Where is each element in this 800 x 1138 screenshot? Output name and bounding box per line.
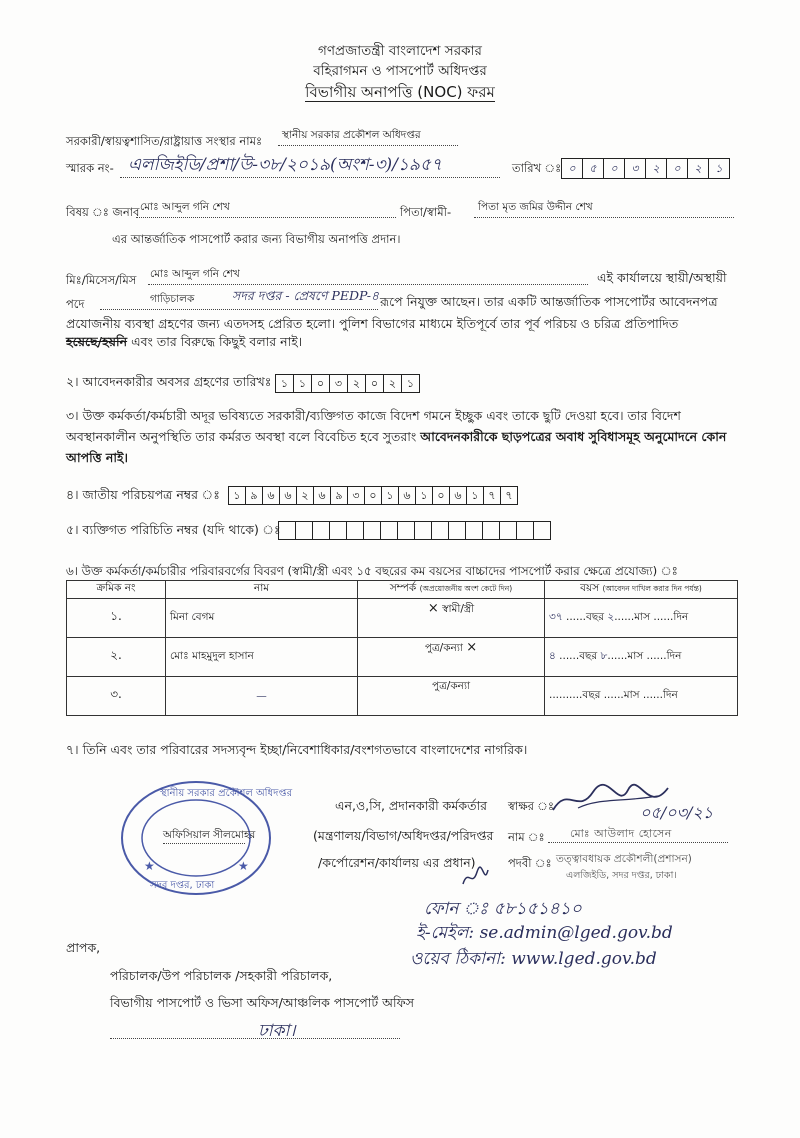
nid-digit: ৭ <box>500 486 518 505</box>
nid-digit: ১ <box>415 486 433 505</box>
org-dotline <box>278 145 458 146</box>
pin-box <box>448 521 466 540</box>
contact-email: ই-মেইল: se.admin@lged.gov.bd <box>416 923 673 943</box>
seal-label: অফিসিয়াল সীলমোহর <box>163 829 256 841</box>
father-value: পিতা মৃত জমির উদ্দীন শেখ <box>478 201 593 213</box>
month-label: মাস <box>623 688 640 701</box>
svg-text:★: ★ <box>238 859 249 873</box>
row-serial: ৩. <box>67 677 166 716</box>
pin-label: ৫। ব্যক্তিগত পরিচিতি নম্বর (যদি থাকে) ঃ <box>66 522 281 537</box>
pin-box <box>278 521 296 540</box>
row-relation <box>358 599 545 638</box>
nid-digit: ৯ <box>330 486 348 505</box>
col-relation <box>358 581 545 599</box>
nid-digit: ৬ <box>313 486 331 505</box>
col-age-note: (আবেদন দাখিল করার দিন পর্যন্ত) <box>602 584 702 593</box>
subject-name: মোঃ আব্দুল গনি শেখ <box>140 201 230 213</box>
nid-digit: ১ <box>381 486 399 505</box>
post-dotline <box>100 309 378 310</box>
nid-digit: ৯ <box>245 486 263 505</box>
contact-phone: ফোন ঃ ৫৮১৫১৪১০ <box>424 899 582 919</box>
nid-digit: ৩ <box>347 486 365 505</box>
authority-line1: এন,ও,সি, প্রদানকারী কর্মকর্তার <box>335 798 487 813</box>
family-label: ৬। উক্ত কর্মকর্তা/কর্মচারীর পরিবারবর্গের বিবরণ (স্বামী/স্ত্রী এবং ১৫ বছরের কম বয়সের বাচ্চাদের পাসপোর্ট করার ক্ষেত্রে প্রযোজ্য) ঃ <box>66 564 678 578</box>
month-label: মাস <box>627 649 644 662</box>
table-row <box>67 599 738 638</box>
age-year: ৪ <box>549 649 556 662</box>
pin-box <box>465 521 483 540</box>
row-serial: ১. <box>67 599 166 638</box>
date-digit: ০ <box>666 158 688 179</box>
sign-label: স্বাক্ষর ঃ <box>508 799 555 813</box>
person-dotline <box>148 284 588 285</box>
body-line4-text: এবং তার বিরুদ্ধে কিছুই বলার নাই। <box>127 334 303 349</box>
date-boxes <box>561 158 729 179</box>
row-age: ৩৭ ......বছর ২......মাস ......দিন <box>545 599 738 638</box>
nid-digit: ০ <box>432 486 450 505</box>
retirement-digit: ১ <box>275 374 294 393</box>
nid-digit: ৭ <box>483 486 501 505</box>
pin-box <box>516 521 534 540</box>
retirement-digit: ১ <box>401 374 420 393</box>
post-hand-note: সদর দপ্তর - প্রেষণে PEDP-৪ <box>232 288 380 303</box>
cross-mark: × <box>427 601 439 616</box>
nid-digit: ৬ <box>262 486 280 505</box>
post-value: গাড়িচালক <box>150 293 195 305</box>
item3-paragraph <box>66 405 738 468</box>
retirement-boxes <box>275 373 419 393</box>
nid-digit: ৬ <box>449 486 467 505</box>
nid-digit: ১ <box>466 486 484 505</box>
date-digit: ২ <box>687 158 709 179</box>
name-label: নাম ঃ <box>508 830 545 844</box>
memo-dotline <box>120 177 500 178</box>
department-title: বহিরাগমন ও পাসপোর্ট অধিদপ্তর <box>313 63 487 79</box>
date-label: তারিখ ঃ <box>512 161 562 175</box>
year-label: বছর <box>579 649 598 662</box>
contact-web: ওয়েব ঠিকানা: www.lged.gov.bd <box>410 949 657 969</box>
org-value: স্থানীয় সরকার প্রকৌশল অধিদপ্তর <box>282 129 421 141</box>
svg-text:★: ★ <box>144 859 155 873</box>
nid-label: ৪। জাতীয় পরিচয়পত্র নম্বর ঃ <box>66 487 220 502</box>
pin-boxes <box>278 520 550 540</box>
row-relation-text: স্বামী/স্ত্রী <box>442 603 475 615</box>
age-month: ৮ <box>600 649 608 662</box>
row-name: মোঃ মাহমুদুল হাসান <box>166 638 358 677</box>
pin-box <box>380 521 398 540</box>
recipient-label: প্রাপক, <box>66 940 101 955</box>
pin-box <box>482 521 500 540</box>
pin-box <box>363 521 381 540</box>
initials-icon <box>460 866 490 894</box>
date-digit: ১ <box>708 158 730 179</box>
pin-box <box>329 521 347 540</box>
body-line4 <box>66 334 302 354</box>
item3-text: ৩। উক্ত কর্মকর্তা/কর্মচারী অদূর ভবিষ্যতে সরকারী/ব্যক্তিগত কাজে বিদেশ গমনে ইচ্ছুক এবং তাকে ছুটি দেওয়া হবে। তার বিদেশ অবস্থানকালীন অনুপস্থিতি তার কর্মরত অবস্থা বলে বিবেচিত হবে সুতরাং <box>66 408 681 444</box>
retirement-digit: ০ <box>365 374 384 393</box>
col-age <box>545 581 738 599</box>
person-name: মোঃ আব্দুল গনি শেখ <box>150 268 240 280</box>
pin-box <box>414 521 432 540</box>
signatory-post: তত্ত্বাবধায়ক প্রকৌশলী(প্রশাসন) <box>556 853 692 865</box>
nid-digit: ০ <box>364 486 382 505</box>
col-relation-label: সম্পর্ক <box>389 582 417 594</box>
row-age: ৪ ......বছর ৮......মাস ......দিন <box>545 638 738 677</box>
year-label: বছর <box>586 610 605 623</box>
signatory-office: এলজিইডি, সদর দপ্তর, ঢাকা। <box>566 870 677 881</box>
signatory-name: মোঃ আউলাদ হোসেন <box>570 827 672 840</box>
col-relation-note: (অপ্রয়োজনীয় অংশ কেটে দিন) <box>419 584 513 593</box>
row-relation <box>358 638 545 677</box>
govt-title: গণপ্রজাতন্ত্রী বাংলাদেশ সরকার <box>318 43 482 59</box>
row-relation-text: পুত্র/কন্যা <box>424 642 463 654</box>
sign-date: ০৫/০৩/২১ <box>640 803 714 822</box>
seal-bottom-text: সদর দপ্তর, ঢাকা <box>150 880 215 891</box>
retirement-digit: ২ <box>347 374 366 393</box>
subject-line2: এর আন্তর্জাতিক পাসপোর্ট করার জন্য বিভাগীয় অনাপত্তি প্রদান। <box>112 232 401 246</box>
subject-dotline <box>136 217 396 218</box>
day-label: দিন <box>666 649 682 662</box>
recipient-line2: বিভাগীয় পাসপোর্ট ও ভিসা অফিস/আঞ্চলিক পাসপোর্ট অফিস <box>110 995 414 1010</box>
form-title-wrap <box>0 81 800 106</box>
nid-digit: ১ <box>228 486 246 505</box>
date-digit: ৫ <box>582 158 604 179</box>
date-digit: ০ <box>561 158 583 179</box>
father-dotline <box>474 217 734 218</box>
retirement-label: ২। আবেদনকারীর অবসর গ্রহণের তারিখঃ <box>66 374 272 389</box>
org-label: সরকারী/স্বায়ত্বশাসিত/রাষ্ট্রায়াত্ত সংস্থার নামঃ <box>66 134 263 148</box>
nid-digit: ৬ <box>279 486 297 505</box>
body-line3: প্রযোজনীয় ব্যবস্থা গ্রহণের জন্য এতদসহ প্রেরিত হলো। পুলিশ বিভাগের মাধ্যমে ইতিপূর্বে তার পূর্ব পরিচয় ও চরিত্র প্রতিপাদিত <box>66 316 679 331</box>
retirement-digit: ০ <box>311 374 330 393</box>
col-serial: ক্রমিক নং <box>67 581 166 599</box>
cross-mark: × <box>466 640 478 655</box>
family-table <box>66 580 738 716</box>
authority-line2: (মন্ত্রণালয়/বিভাগ/অধিদপ্তর/পরিদপ্তর <box>313 828 494 843</box>
nid-boxes <box>228 485 517 505</box>
recipient-line1: পরিচালক/উপ পরিচালক /সহকারী পরিচালক, <box>110 968 333 983</box>
post-tail: রূপে নিযুক্ত আছেন। তার একটি আন্তর্জাতিক পাসপোর্টর আবেদনপত্র <box>380 294 718 309</box>
authority-line3: /কর্পোরেশন/কার্যালয় এর প্রধান) <box>318 855 476 870</box>
seal-ring-text: স্থানীয় সরকার প্রকৌশল অধিদপ্তর <box>160 788 293 799</box>
age-month: ২ <box>607 610 615 623</box>
month-label: মাস <box>634 610 651 623</box>
pin-box <box>397 521 415 540</box>
col-name: নাম <box>166 581 358 599</box>
date-digit: ৩ <box>624 158 646 179</box>
pin-box <box>295 521 313 540</box>
nid-digit: ৬ <box>398 486 416 505</box>
retirement-digit: ১ <box>293 374 312 393</box>
table-row <box>67 677 738 716</box>
pin-box <box>499 521 517 540</box>
pin-box <box>346 521 364 540</box>
pin-box <box>312 521 330 540</box>
retirement-digit: ৩ <box>329 374 348 393</box>
row-serial: ২. <box>67 638 166 677</box>
year-label: বছর <box>582 688 601 701</box>
memo-label: স্মারক নং- <box>66 161 114 175</box>
office-text: এই কার্যালয়ে স্থায়ী/অস্থায়ী <box>597 270 727 285</box>
family-table-header <box>67 581 738 599</box>
row-age: ..........বছর ......মাস ......দিন <box>545 677 738 716</box>
item3-bold: আবেদনকারীকে ছাড়পত্রের অবাধ সুবিধাসমূহ অনুমোদনে কোন আপত্তি নাই। <box>66 429 727 465</box>
memo-number: এলজিইডি/প্রশা/উ-৩৮/২০১৯(অংশ-৩)/১৯৫৭ <box>128 155 443 175</box>
pin-box <box>431 521 449 540</box>
pin-box <box>533 521 551 540</box>
row-name: — <box>166 677 358 716</box>
date-digit: ০ <box>603 158 625 179</box>
row-relation: পুত্র/কন্যা <box>358 677 545 716</box>
post-label: পদে <box>66 297 85 311</box>
nid-digit: ২ <box>296 486 314 505</box>
father-label: পিতা/স্বামী- <box>400 205 452 219</box>
row-name: মিনা বেগম <box>166 599 358 638</box>
recipient-dotline <box>110 1038 400 1039</box>
date-digit: ২ <box>645 158 667 179</box>
age-year: ৩৭ <box>549 610 563 623</box>
struck-text: হয়েছে/হয়নি <box>66 334 128 349</box>
salutation: মিঃ/মিসেস/মিস <box>66 273 137 287</box>
subject-label: বিষয় ঃ জনাব <box>66 205 140 219</box>
form-title: বিভাগীয় অনাপত্তি (NOC) ফরম <box>305 83 495 101</box>
post-label-sign: পদবী ঃ <box>508 856 552 870</box>
citizenship-text: ৭। তিনি এবং তার পরিবারের সদস্যবৃন্দ ইচ্ছা/নিবেশাধিকার/বংশগতভাবে বাংলাদেশের নাগরিক। <box>66 742 528 757</box>
name-dotline <box>548 842 728 843</box>
day-label: দিন <box>673 610 689 623</box>
day-label: দিন <box>662 688 678 701</box>
col-age-label: বয়স <box>580 582 600 594</box>
retirement-digit: ২ <box>383 374 402 393</box>
seal-label-dotline <box>163 843 245 844</box>
table-row <box>67 638 738 677</box>
recipient-city: ঢাকা। <box>258 1021 296 1041</box>
